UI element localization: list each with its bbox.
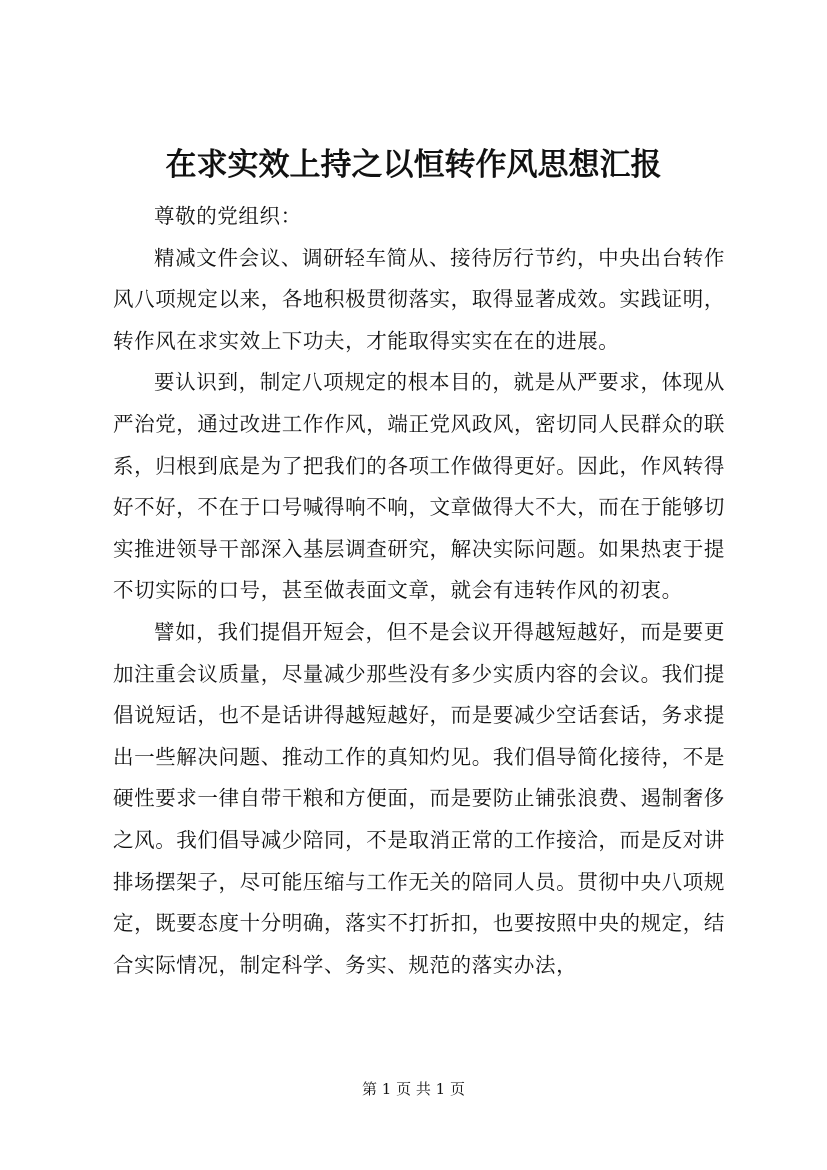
document-body xyxy=(113,196,725,986)
page-footer: 第 1 页 共 1 页 xyxy=(362,1080,465,1098)
paragraph-1: 精减文件会议、调研轻车简从、接待厉行节约，中央出台转作风八项规定以来，各地积极贯彻落实，取得显著成效。实践证明，转作风在求实效上下功夫，才能取得实实在在的进展。 xyxy=(113,245,725,353)
document-title: 在求实效上持之以恒转作风思想汇报 xyxy=(165,147,662,183)
salutation: 尊敬的党组织： xyxy=(154,204,302,228)
paragraph-3: 譬如，我们提倡开短会，但不是会议开得越短越好，而是要更加注重会议质量，尽量减少那些没有多少实质内容的会议。我们提倡说短话，也不是话讲得越短越好，而是要减少空话套话，务求提出一些解决问题、推动工作的真知灼见。我们倡导简化接待，不是硬性要求一律自带干粮和方便面，而是要防止铺张浪费、遏制奢侈之风。我们倡导减少陪同，不是取消正常的工作接洽，而是反对讲排场摆架子，尽可能压缩与工作无关的陪同人员。贯彻中央八项规定，既要态度十分明确，落实不打折扣，也要按照中央的规定，结合实际情况，制定科学、务实、规范的落实办法， xyxy=(113,619,725,977)
paragraph-2: 要认识到，制定八项规定的根本目的，就是从严要求，体现从严治党，通过改进工作作风，端正党风政风，密切同人民群众的联系，归根到底是为了把我们的各项工作做得更好。因此，作风转得好不好，不在于口号喊得响不响，文章做得大不大，而在于能够切实推进领导干部深入基层调查研究，解决实际问题。如果热衷于提不切实际的口号，甚至做表面文章，就会有违转作风的初衷。 xyxy=(113,370,725,603)
